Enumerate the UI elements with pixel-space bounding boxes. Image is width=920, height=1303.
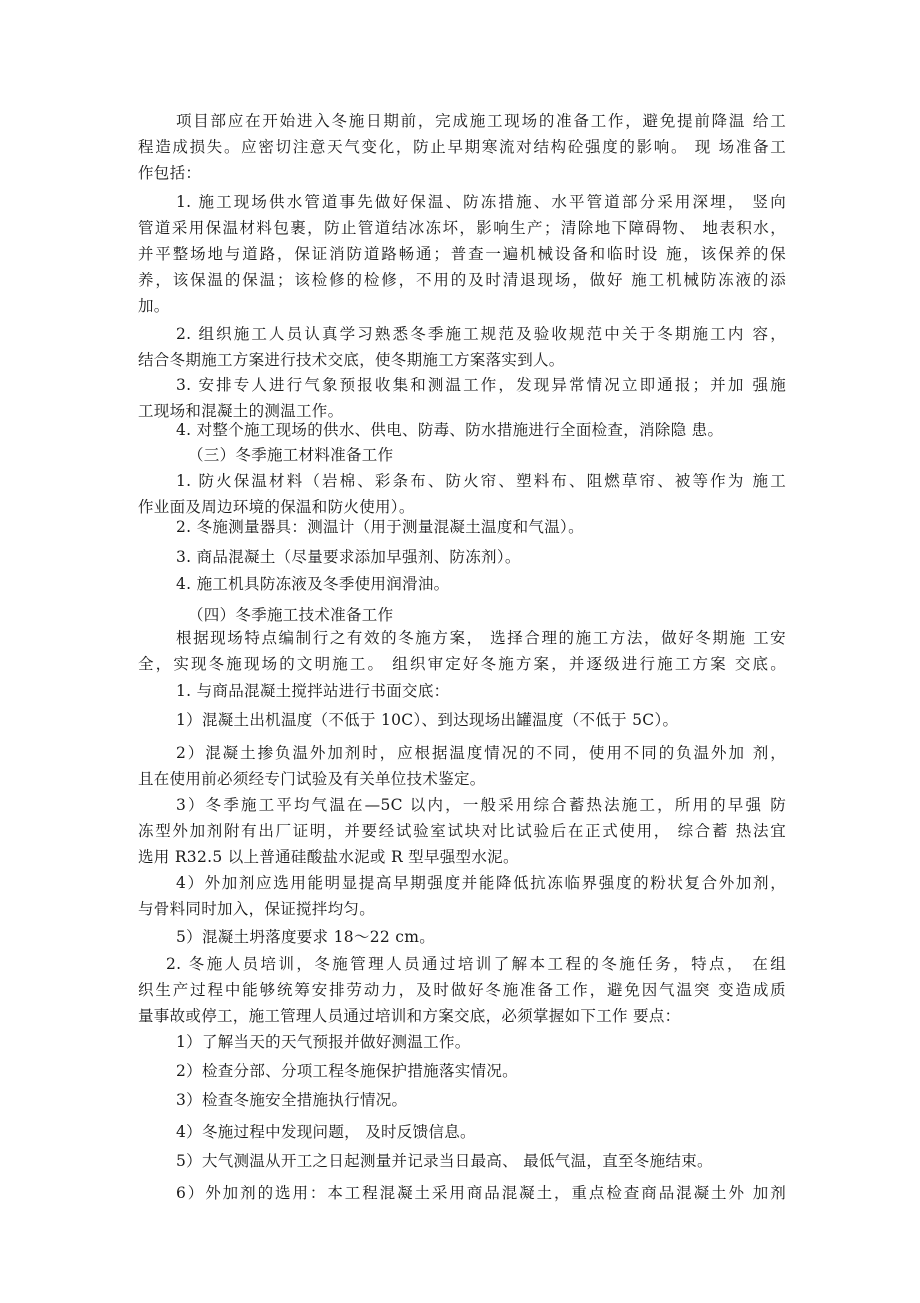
text-line: 1）了解当天的天气预报并做好测温工作。 bbox=[176, 1033, 471, 1051]
text-line: 4. 对整个施工现场的供水、供电、防毒、防水措施进行全面检查，消除隐 患。 bbox=[176, 421, 724, 439]
text-line: 织生产过程中能够统筹安排劳动力，及时做好冬施准备工作，避免因气温突 变造成质 bbox=[138, 981, 786, 999]
text-line: 5）大气测温从开工之日起测量并记录当日最高、 最低气温，直至冬施结束。 bbox=[176, 1152, 713, 1170]
text-line: 3）检查冬施安全措施执行情况。 bbox=[176, 1091, 408, 1109]
text-line: 1. 与商品混凝土搅拌站进行书面交底： bbox=[176, 682, 450, 700]
text-line: 程造成损失。应密切注意天气变化，防止早期寒流对结构砼强度的影响。 现 场准备工 bbox=[138, 138, 786, 156]
text-line: 与骨料同时加入，保证搅拌均匀。 bbox=[138, 900, 376, 918]
text-line: 2. 冬施人员培训，冬施管理人员通过培训了解本工程的冬施任务，特点， 在组 bbox=[166, 955, 786, 973]
text-line: 1. 施工现场供水管道事先做好保温、防冻措施、水平管道部分采用深埋， 竖向 bbox=[176, 193, 786, 211]
text-line: 2）检查分部、分项工程冬施保护措施落实情况。 bbox=[176, 1062, 518, 1080]
text-line: 4）冬施过程中发现问题， 及时反馈信息。 bbox=[176, 1123, 476, 1141]
text-line: （四）冬季施工技术准备工作 bbox=[188, 606, 394, 624]
text-line: 2. 组织施工人员认真学习熟悉冬季施工规范及验收规范中关于冬期施工内 容， bbox=[176, 325, 786, 343]
text-line: 管道采用保温材料包裹，防止管道结冰冻坏，影响生产；清除地下障碍物、 地表积水， bbox=[138, 219, 786, 237]
text-line: 项目部应在开始进入冬施日期前，完成施工现场的准备工作，避免提前降温 给工 bbox=[176, 112, 786, 130]
text-line: 4. 施工机具防冻液及冬季使用润滑油。 bbox=[176, 575, 450, 593]
text-line: 工现场和混凝土的测温工作。 bbox=[138, 402, 344, 420]
text-line: 养，该保温的保温；该检修的检修，不用的及时清退现场，做好 施工机械防冻液的添 bbox=[138, 271, 786, 289]
text-line: 作业面及周边环境的保温和防火使用）。 bbox=[138, 498, 415, 516]
text-line: 全，实现冬施现场的文明施工。 组织审定好冬施方案，并逐级进行施工方案 交底。 bbox=[138, 655, 786, 673]
text-line: 选用 R32.5 以上普通硅酸盐水泥或 R 型早强型水泥。 bbox=[138, 848, 519, 866]
text-line: 6）外加剂的选用：本工程混凝土采用商品混凝土，重点检查商品混凝土外 加剂 bbox=[176, 1184, 786, 1202]
text-line: 并平整场地与道路，保证消防道路畅通；普查一遍机械设备和临时设 施，该保养的保 bbox=[138, 245, 786, 263]
text-line: （三）冬季施工材料准备工作 bbox=[188, 446, 394, 464]
text-line: 4）外加剂应选用能明显提高早期强度并能降低抗冻临界强度的粉状复合外加剂， bbox=[176, 874, 786, 892]
text-line: 作包括： bbox=[138, 164, 202, 182]
text-line: 根据现场特点编制行之有效的冬施方案， 选择合理的施工方法，做好冬期施 工安 bbox=[176, 629, 786, 647]
text-line: 结合冬期施工方案进行技术交底，使冬期施工方案落实到人。 bbox=[138, 351, 565, 369]
text-line: 2. 冬施测量器具：测温计（用于测量混凝土温度和气温）。 bbox=[176, 518, 584, 536]
text-line: 1）混凝土出机温度（不低于 10C）、到达现场出罐温度（不低于 5C）。 bbox=[176, 711, 679, 729]
text-line: 量事故或停工，施工管理人员通过培训和方案交底，必须掌握如下工作 要点： bbox=[138, 1007, 681, 1025]
text-line: 冻型外加剂附有出厂证明，并要经试验室试块对比试验后在正式使用， 综合蓄 热法宜 bbox=[138, 822, 786, 840]
text-line: 且在使用前必须经专门试验及有关单位技术鉴定。 bbox=[138, 770, 486, 788]
text-line: 3. 商品混凝土（尽量要求添加早强剂、防冻剂）。 bbox=[176, 548, 521, 566]
text-line: 5）混凝土坍落度要求 18～22 cm。 bbox=[176, 928, 436, 946]
text-line: 加。 bbox=[138, 297, 170, 315]
text-line: 1. 防火保温材料（岩棉、彩条布、防火帘、塑料布、阻燃草帘、被等作为 施工 bbox=[176, 472, 786, 490]
text-line: 2）混凝土掺负温外加剂时，应根据温度情况的不同，使用不同的负温外加 剂， bbox=[176, 744, 786, 762]
text-line: 3）冬季施工平均气温在—5C 以内，一般采用综合蓄热法施工，所用的早强 防 bbox=[176, 796, 786, 814]
text-line: 3. 安排专人进行气象预报收集和测温工作，发现异常情况立即通报；并加 强施 bbox=[176, 376, 786, 394]
